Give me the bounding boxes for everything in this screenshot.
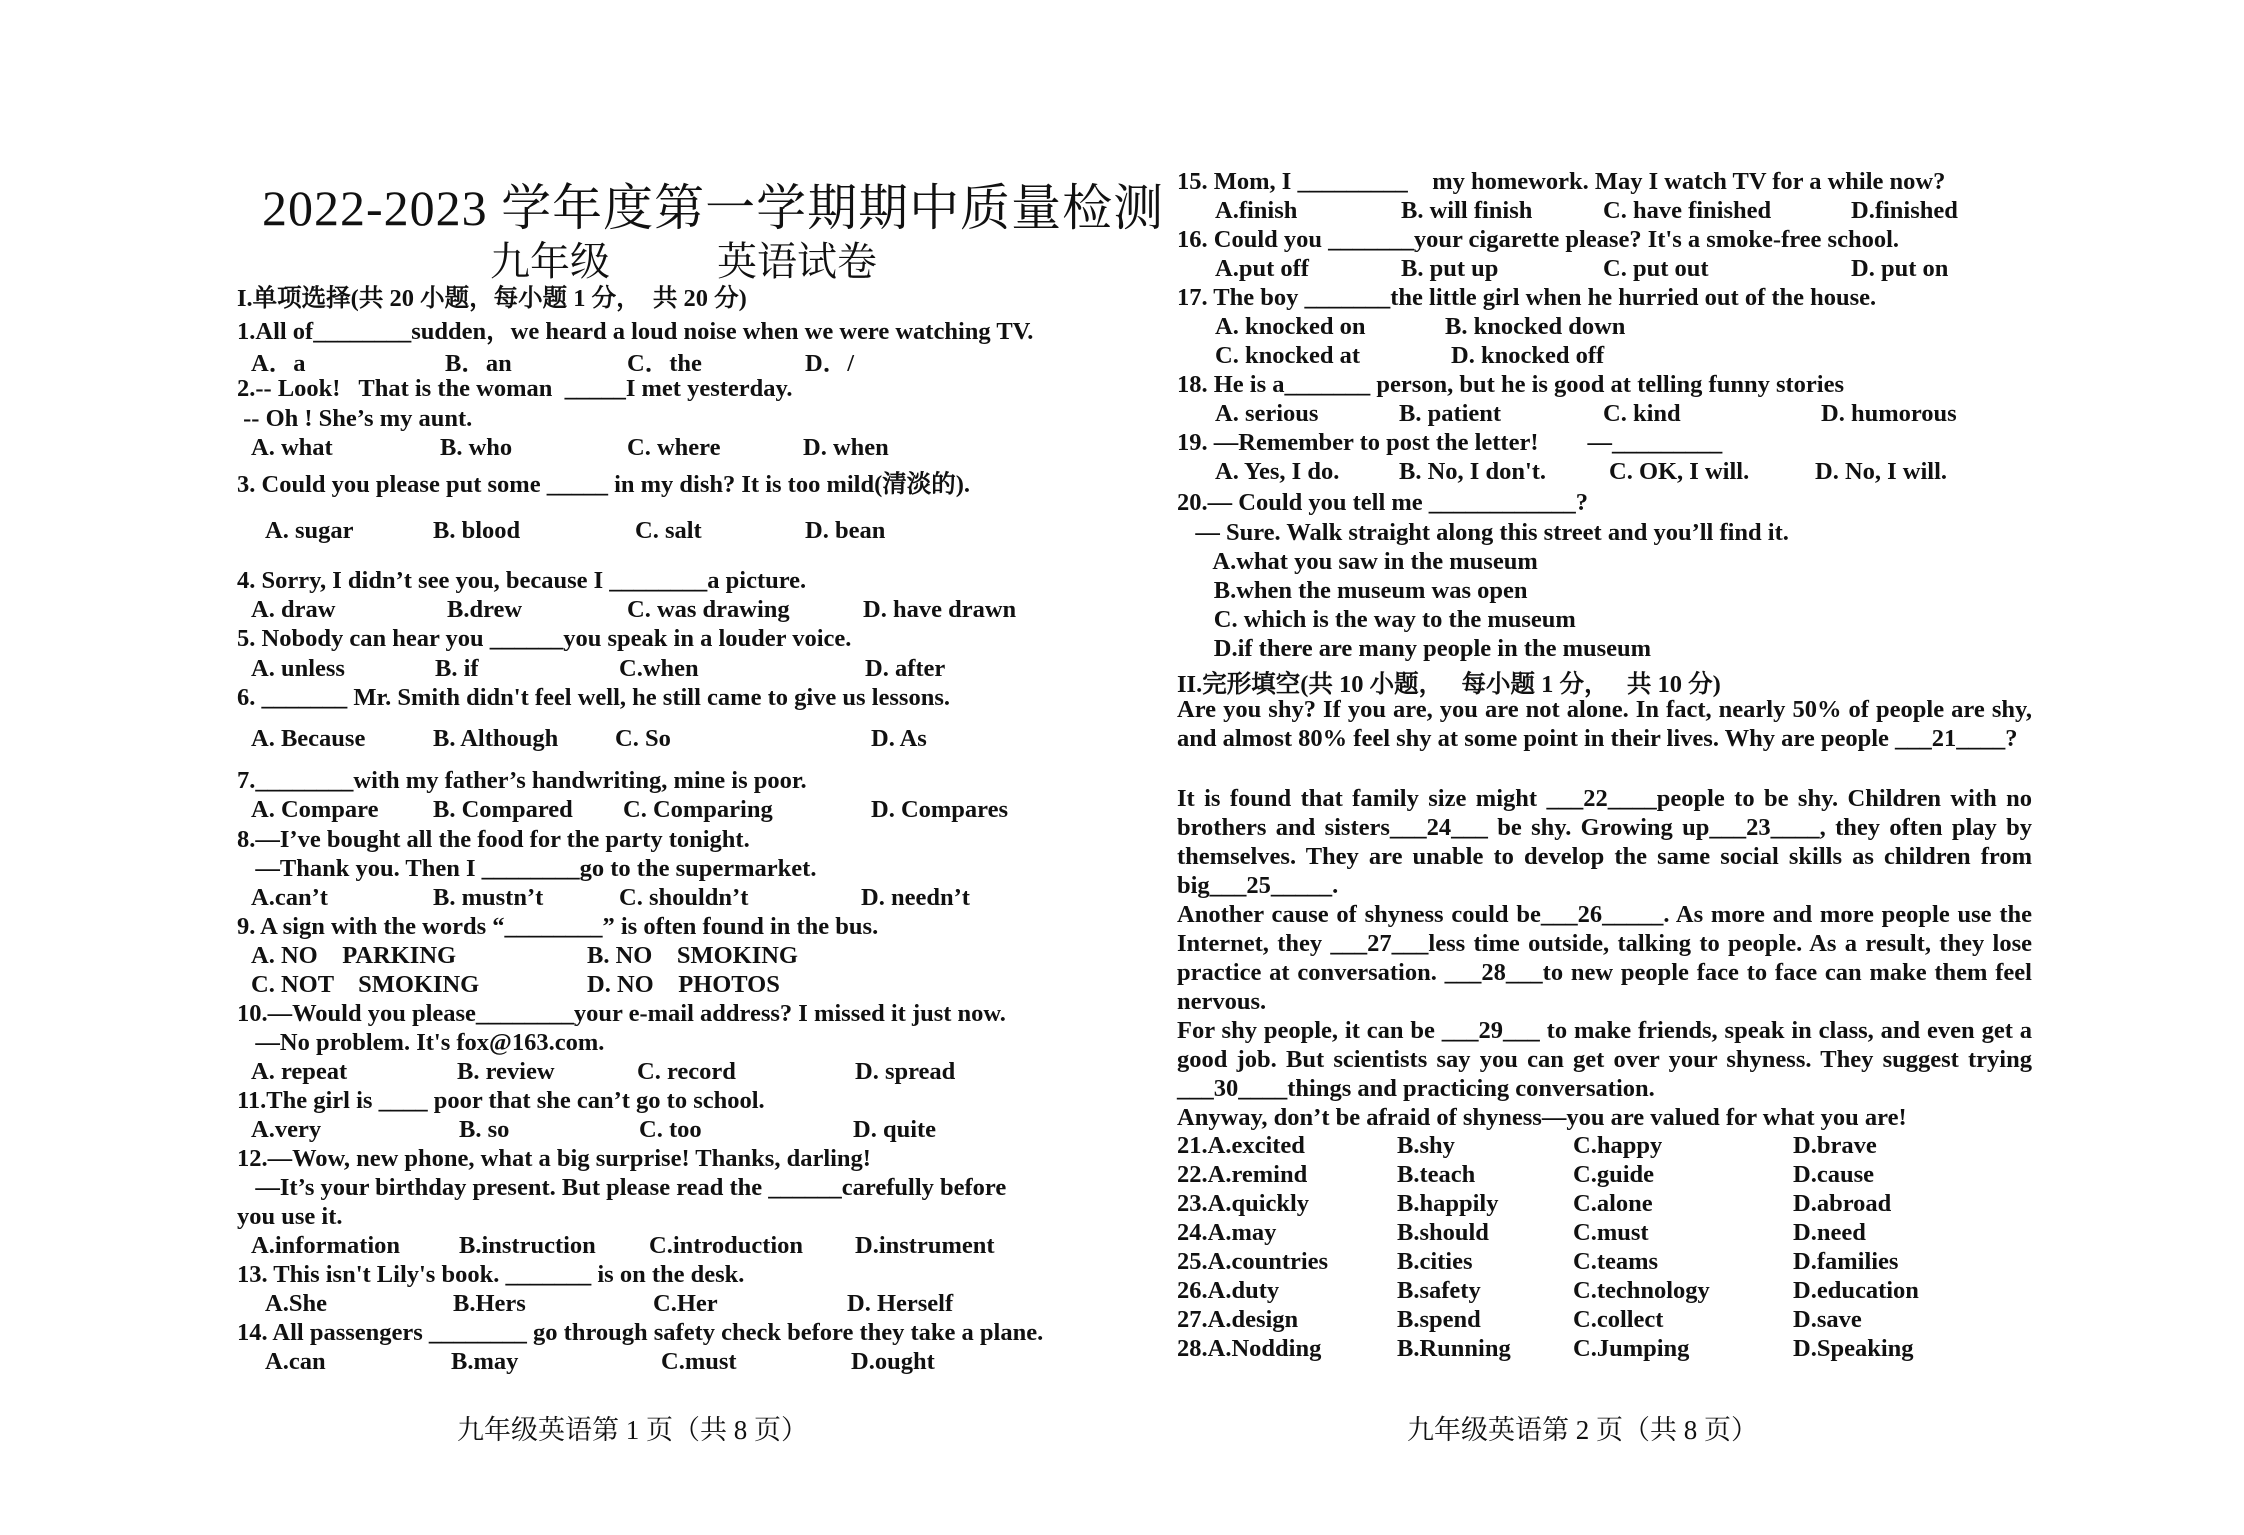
option: D. No, I will. <box>1815 458 1948 485</box>
cloze-option: B.shy <box>1397 1132 1455 1159</box>
question-line: 18. He is a_______ person, but he is good at telling funny stories <box>1177 371 1844 398</box>
option: D．/ <box>805 350 854 377</box>
cloze-option: D.abroad <box>1793 1190 1892 1217</box>
option: C.Her <box>653 1290 718 1317</box>
option: A. Compare <box>251 796 379 823</box>
option: D. Compares <box>871 796 1009 823</box>
option: C. Comparing <box>623 796 773 823</box>
option: B. Compared <box>433 796 573 823</box>
question-line: -- Oh ! She’s my aunt. <box>237 405 473 432</box>
option: A.She <box>265 1290 327 1317</box>
option: A. NO PARKING <box>251 942 457 969</box>
option: C. have finished <box>1603 197 1772 224</box>
option: D. humorous <box>1821 400 1957 427</box>
option: A. serious <box>1215 400 1319 427</box>
option: A. unless <box>251 655 345 682</box>
option: B. patient <box>1399 400 1502 427</box>
cloze-option: D.education <box>1793 1277 1919 1304</box>
option: B. so <box>459 1116 510 1143</box>
cloze-option: C.teams <box>1573 1248 1659 1275</box>
question-line: 12.—Wow, new phone, what a big surprise! Thanks, darling! <box>237 1145 871 1172</box>
option: B. Although <box>433 725 559 752</box>
option: D. As <box>871 725 927 752</box>
cloze-option: 23.A.quickly <box>1177 1190 1310 1217</box>
option: C.introduction <box>649 1232 804 1259</box>
cloze-option: D.save <box>1793 1306 1862 1333</box>
option: C. OK, I will. <box>1609 458 1750 485</box>
cloze-option: D.brave <box>1793 1132 1877 1159</box>
option: D. knocked off <box>1451 342 1605 369</box>
question-line: —It’s your birthday present. But please read the ______carefully before <box>237 1174 1007 1201</box>
option: C. salt <box>635 517 702 544</box>
question-line: 6. _______ Mr. Smith didn't feel well, he still came to give us lessons. <box>237 684 950 711</box>
question-line: 14. All passengers ________ go through safety check before they take a plane. <box>237 1319 1044 1346</box>
question-line: —No problem. It's fox@163.com. <box>237 1029 605 1056</box>
option: C.must <box>661 1348 737 1375</box>
option: B. NO SMOKING <box>587 942 798 969</box>
option: B. No, I don't. <box>1399 458 1547 485</box>
option: C. NOT SMOKING <box>251 971 480 998</box>
question-line: 11.The girl is ____ poor that she can’t go to school. <box>237 1087 765 1114</box>
option: C. was drawing <box>627 596 790 623</box>
option: D.finished <box>1851 197 1958 224</box>
option: D. NO PHOTOS <box>587 971 780 998</box>
option: C. too <box>639 1116 702 1143</box>
option: C. where <box>627 434 721 461</box>
option: C. So <box>615 725 671 752</box>
question-line: 20.— Could you tell me ____________? <box>1177 489 1589 516</box>
option: D. bean <box>805 517 886 544</box>
cloze-option: C.happy <box>1573 1132 1663 1159</box>
option: C. record <box>637 1058 736 1085</box>
grade-label: 九年级 <box>490 239 610 284</box>
option: D. put on <box>1851 255 1949 282</box>
option: D. when <box>803 434 889 461</box>
option: A.very <box>251 1116 322 1143</box>
subject-label: 英语试卷 <box>717 239 877 284</box>
option: B.drew <box>447 596 523 623</box>
cloze-option: 22.A.remind <box>1177 1161 1308 1188</box>
option: B. put up <box>1401 255 1499 282</box>
question-line: 10.—Would you please________your e-mail address? I missed it just now. <box>237 1000 1006 1027</box>
question-line: 16. Could you _______your cigarette please? It's a smoke-free school. <box>1177 226 1900 253</box>
option: C. knocked at <box>1215 342 1360 369</box>
cloze-paragraph: Are you shy? If you are, you are not alone. In fact, nearly 50% of people are shy, and almost 80% feel shy at some point in their lives. Why are people ___21____? <box>1177 696 2032 752</box>
option-line: C. which is the way to the museum <box>1177 606 1576 633</box>
option: D. quite <box>853 1116 937 1143</box>
cloze-paragraph: Anyway, don’t be afraid of shyness—you are valued for what you are! <box>1177 1104 1907 1131</box>
option: D.ought <box>851 1348 935 1375</box>
option: C.when <box>619 655 699 682</box>
cloze-option: D.Speaking <box>1793 1335 1914 1362</box>
cloze-option: D.cause <box>1793 1161 1874 1188</box>
option: B.may <box>451 1348 519 1375</box>
option: A. sugar <box>265 517 354 544</box>
option: A. Because <box>251 725 366 752</box>
option: B. who <box>440 434 513 461</box>
option: A.finish <box>1215 197 1298 224</box>
option: B. will finish <box>1401 197 1533 224</box>
question-line: 1.All of________sudden，we heard a loud noise when we were watching TV. <box>237 318 1034 345</box>
option: A. what <box>251 434 333 461</box>
option: C. kind <box>1603 400 1681 427</box>
page-footer: 九年级英语第 1 页（共 8 页） <box>457 1415 808 1445</box>
question-line: —Thank you. Then I ________go to the supermarket. <box>237 855 817 882</box>
option-line: B.when the museum was open <box>1177 577 1528 604</box>
cloze-paragraph: It is found that family size might ___22____people to be shy. Children with no brothers and sisters___24___ be shy. Growing up___23____, they often play by themselves. They are unable to develop the same social skills as children from big___25_____. <box>1177 785 2032 899</box>
cloze-option: 21.A.excited <box>1177 1132 1305 1159</box>
option: B.Hers <box>453 1290 526 1317</box>
cloze-option: 28.A.Nodding <box>1177 1335 1322 1362</box>
question-line: 4. Sorry, I didn’t see you, because I ________a picture. <box>237 567 807 594</box>
question-line: 9. A sign with the words “________” is often found in the bus. <box>237 913 879 940</box>
cloze-option: C.technology <box>1573 1277 1710 1304</box>
cloze-option: B.happily <box>1397 1190 1499 1217</box>
question-line: 8.—I’ve bought all the food for the party tonight. <box>237 826 750 853</box>
option: D. spread <box>855 1058 956 1085</box>
question-line: you use it. <box>237 1203 343 1230</box>
question-line: 15. Mom, I _________ my homework. May I watch TV for a while now? <box>1177 168 1946 195</box>
option: C．the <box>627 350 702 377</box>
cloze-option: B.Running <box>1397 1335 1511 1362</box>
cloze-option: B.safety <box>1397 1277 1481 1304</box>
cloze-option: D.need <box>1793 1219 1866 1246</box>
question-line: 7.________with my father’s handwriting, mine is poor. <box>237 767 807 794</box>
option: B.instruction <box>459 1232 596 1259</box>
cloze-option: C.collect <box>1573 1306 1664 1333</box>
cloze-option: 26.A.duty <box>1177 1277 1280 1304</box>
option-line: A.what you saw in the museum <box>1177 548 1538 575</box>
cloze-paragraph: Another cause of shyness could be___26_____. As more and more people use the Internet, they ___27___less time outside, talking to people. As a result, they lose practice at conversation. ___28___to new people face to face can make them feel nervous. <box>1177 901 2032 1015</box>
option: C. shouldn’t <box>619 884 749 911</box>
option: D.instrument <box>855 1232 995 1259</box>
cloze-option: B.teach <box>1397 1161 1476 1188</box>
section2-heading: II.完形填空(共 10 小题， 每小题 1 分， 共 10 分) <box>1177 671 1721 698</box>
option: B. review <box>457 1058 555 1085</box>
option: A.can’t <box>251 884 328 911</box>
cloze-option: B.should <box>1397 1219 1489 1246</box>
option: A．a <box>251 350 306 377</box>
option: A. draw <box>251 596 336 623</box>
cloze-paragraph: For shy people, it can be ___29___ to make friends, speak in class, and even get a good job. But scientists say you can get over your shyness. They suggest trying ___30____things and practicing conversation. <box>1177 1017 2032 1102</box>
question-line: 13. This isn't Lily's book. _______ is on the desk. <box>237 1261 745 1288</box>
question-line: 19. —Remember to post the letter! —_________ <box>1177 429 1723 456</box>
option: B. if <box>435 655 479 682</box>
option: A.can <box>265 1348 326 1375</box>
cloze-option: C.alone <box>1573 1190 1653 1217</box>
option: C. put out <box>1603 255 1709 282</box>
option: D. needn’t <box>861 884 970 911</box>
option: A. knocked on <box>1215 313 1366 340</box>
question-line: 5. Nobody can hear you ______you speak in a louder voice. <box>237 625 852 652</box>
option: B. blood <box>433 517 521 544</box>
option: A. repeat <box>251 1058 348 1085</box>
option: A. Yes, I do. <box>1215 458 1340 485</box>
option: D. Herself <box>847 1290 954 1317</box>
cloze-option: 24.A.may <box>1177 1219 1277 1246</box>
cloze-option: C.Jumping <box>1573 1335 1690 1362</box>
option: A.put off <box>1215 255 1309 282</box>
option: D. have drawn <box>863 596 1017 623</box>
option: D. after <box>865 655 946 682</box>
cloze-option: D.families <box>1793 1248 1899 1275</box>
question-line: 3. Could you please put some _____ in my dish? It is too mild(清淡的). <box>237 471 971 498</box>
cloze-option: C.guide <box>1573 1161 1655 1188</box>
option: A.information <box>251 1232 401 1259</box>
section1-heading: I.单项选择(共 20 小题，每小题 1 分， 共 20 分) <box>237 285 747 312</box>
option: B. mustn’t <box>433 884 544 911</box>
option: B. knocked down <box>1445 313 1626 340</box>
question-line: 2.-- Look! That is the woman _____I met yesterday. <box>237 375 793 402</box>
question-line: — Sure. Walk straight along this street and you’ll find it. <box>1177 519 1789 546</box>
question-line: 17. The boy _______the little girl when he hurried out of the house. <box>1177 284 1877 311</box>
cloze-option: C.must <box>1573 1219 1649 1246</box>
page-footer: 九年级英语第 2 页（共 8 页） <box>1407 1415 1758 1445</box>
cloze-option: B.spend <box>1397 1306 1481 1333</box>
cloze-option: 27.A.design <box>1177 1306 1299 1333</box>
option-line: D.if there are many people in the museum <box>1177 635 1652 662</box>
option: B．an <box>445 350 512 377</box>
cloze-option: 25.A.countries <box>1177 1248 1329 1275</box>
cloze-option: B.cities <box>1397 1248 1473 1275</box>
exam-title: 2022-2023 学年度第一学期期中质量检测 <box>262 180 1165 236</box>
